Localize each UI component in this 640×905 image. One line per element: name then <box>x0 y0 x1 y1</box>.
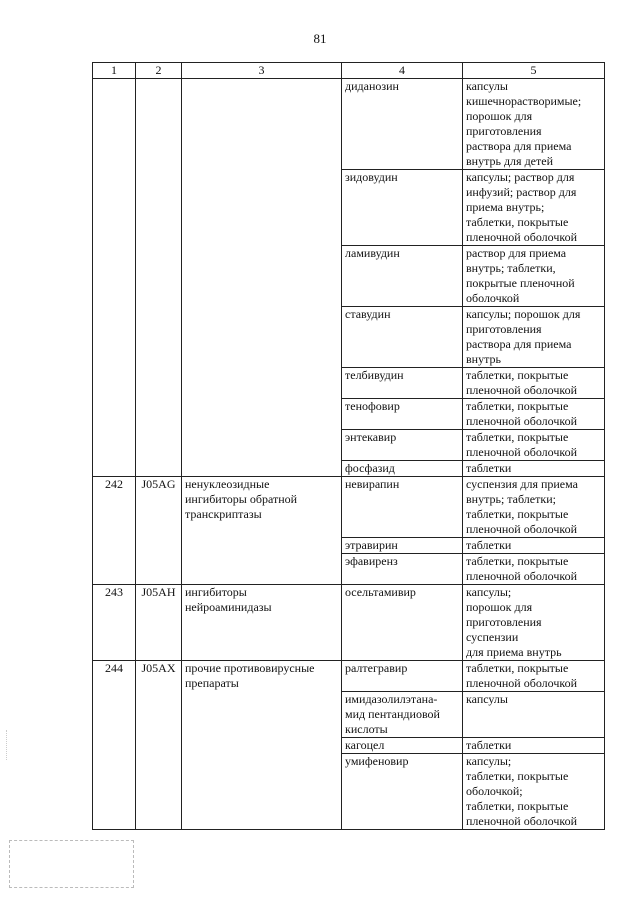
group-code <box>136 477 182 585</box>
drug-name: имидазолилэтана- мид пентандиовой кислоты <box>345 692 440 736</box>
drug-name: ламивудин <box>345 246 400 260</box>
group-name-text: ненуклеозидные ингибиторы обратной транскриптазы <box>185 477 298 521</box>
dosage-form: капсулы; таблетки, покрытые оболочкой; таблетки, покрытые пленочной оболочкой <box>466 754 578 828</box>
dosage-form: капсулы; порошок для приготовления суспензии для приема внутрь <box>466 585 562 659</box>
dosage-form: таблетки <box>466 738 512 752</box>
dosage-form: таблетки <box>466 538 512 552</box>
group-number-text: 242 <box>105 477 123 491</box>
dosage-form: суспензия для приема внутрь; таблетки; таблетки, покрытые пленочной оболочкой <box>466 477 578 536</box>
drug-name-cell <box>342 738 463 754</box>
drug-name-cell <box>342 692 463 738</box>
drug-name-cell <box>342 307 463 368</box>
dosage-form-cell <box>463 554 605 585</box>
group-name <box>182 585 342 661</box>
dosage-form: капсулы; раствор для инфузий; раствор для приема внутрь; таблетки, покрытые пленочной оболочкой <box>466 170 578 244</box>
dosage-form: таблетки, покрытые пленочной оболочкой <box>466 430 578 459</box>
column-header-2: 2 <box>136 63 182 79</box>
dosage-form-cell <box>463 692 605 738</box>
dosage-form-cell <box>463 170 605 246</box>
drug-name-cell <box>342 477 463 538</box>
dosage-form-cell <box>463 477 605 538</box>
dosage-form: таблетки <box>466 461 512 475</box>
dosage-form: таблетки, покрытые пленочной оболочкой <box>466 368 578 397</box>
group-number <box>93 477 136 585</box>
dosage-form-cell <box>463 738 605 754</box>
drug-name: невирапин <box>345 477 400 491</box>
drug-name: умифеновир <box>345 754 409 768</box>
group-code-text: J05AH <box>141 585 176 599</box>
group-code-text: J05AG <box>141 477 176 491</box>
drug-name: эфавиренз <box>345 554 398 568</box>
group-number-text: 243 <box>105 585 123 599</box>
dosage-form: капсулы; порошок для приготовления раствора для приема внутрь <box>466 307 581 366</box>
dosage-form: капсулы кишечнорастворимые; порошок для приготовления раствора для приема внутрь для детей <box>466 79 582 168</box>
table-row <box>93 477 605 538</box>
drug-name: осельтамивир <box>345 585 416 599</box>
drug-name-cell <box>342 754 463 830</box>
table-row <box>93 79 605 170</box>
drug-name-cell <box>342 79 463 170</box>
group-number <box>93 79 136 477</box>
group-name <box>182 661 342 830</box>
drug-name-cell <box>342 538 463 554</box>
group-name <box>182 79 342 477</box>
page-number: 81 <box>313 31 327 46</box>
dosage-form-cell <box>463 754 605 830</box>
dosage-form: таблетки, покрытые пленочной оболочкой <box>466 554 578 583</box>
dosage-form: таблетки, покрытые пленочной оболочкой <box>466 661 578 690</box>
dosage-form-cell <box>463 661 605 692</box>
drug-name: телбивудин <box>345 368 404 382</box>
drug-name-cell <box>342 246 463 307</box>
drug-name: кагоцел <box>345 738 385 752</box>
drug-name: зидовудин <box>345 170 398 184</box>
group-number-text: 244 <box>105 661 123 675</box>
drug-name-cell <box>342 661 463 692</box>
drug-name-cell <box>342 399 463 430</box>
dosage-form: раствор для приема внутрь; таблетки, покрытые пленочной оболочкой <box>466 246 575 305</box>
table-row <box>93 585 605 661</box>
dosage-form-cell <box>463 538 605 554</box>
dosage-form: таблетки, покрытые пленочной оболочкой <box>466 399 578 428</box>
drug-name: энтекавир <box>345 430 397 444</box>
column-header-3: 3 <box>182 63 342 79</box>
drug-name: диданозин <box>345 79 399 93</box>
group-code-text: J05AX <box>141 661 176 675</box>
group-code <box>136 661 182 830</box>
drug-name-cell <box>342 461 463 477</box>
group-code <box>136 585 182 661</box>
dosage-form: капсулы <box>466 692 508 706</box>
table-header-row <box>93 63 605 79</box>
drug-name-cell <box>342 430 463 461</box>
drug-name: ралтегравир <box>345 661 408 675</box>
group-code <box>136 79 182 477</box>
drug-table <box>92 62 605 830</box>
drug-name-cell <box>342 554 463 585</box>
dosage-form-cell <box>463 368 605 399</box>
column-header-4: 4 <box>342 63 463 79</box>
dosage-form-cell <box>463 585 605 661</box>
group-number <box>93 585 136 661</box>
group-name-text: ингибиторы нейроаминидазы <box>185 585 272 614</box>
group-number <box>93 661 136 830</box>
dosage-form-cell <box>463 307 605 368</box>
drug-name: этравирин <box>345 538 398 552</box>
table-row <box>93 661 605 692</box>
group-name-text: прочие противовирусные препараты <box>185 661 315 690</box>
drug-name-cell <box>342 170 463 246</box>
drug-name-cell <box>342 585 463 661</box>
drug-name: тенофовир <box>345 399 400 413</box>
dosage-form-cell <box>463 461 605 477</box>
margin-mark <box>6 730 8 760</box>
registration-stamp <box>9 840 134 888</box>
dosage-form-cell <box>463 430 605 461</box>
column-header-5: 5 <box>463 63 605 79</box>
dosage-form-cell <box>463 399 605 430</box>
drug-name: фосфазид <box>345 461 395 475</box>
drug-name-cell <box>342 368 463 399</box>
column-header-1: 1 <box>93 63 136 79</box>
dosage-form-cell <box>463 79 605 170</box>
drug-name: ставудин <box>345 307 391 321</box>
dosage-form-cell <box>463 246 605 307</box>
group-name <box>182 477 342 585</box>
